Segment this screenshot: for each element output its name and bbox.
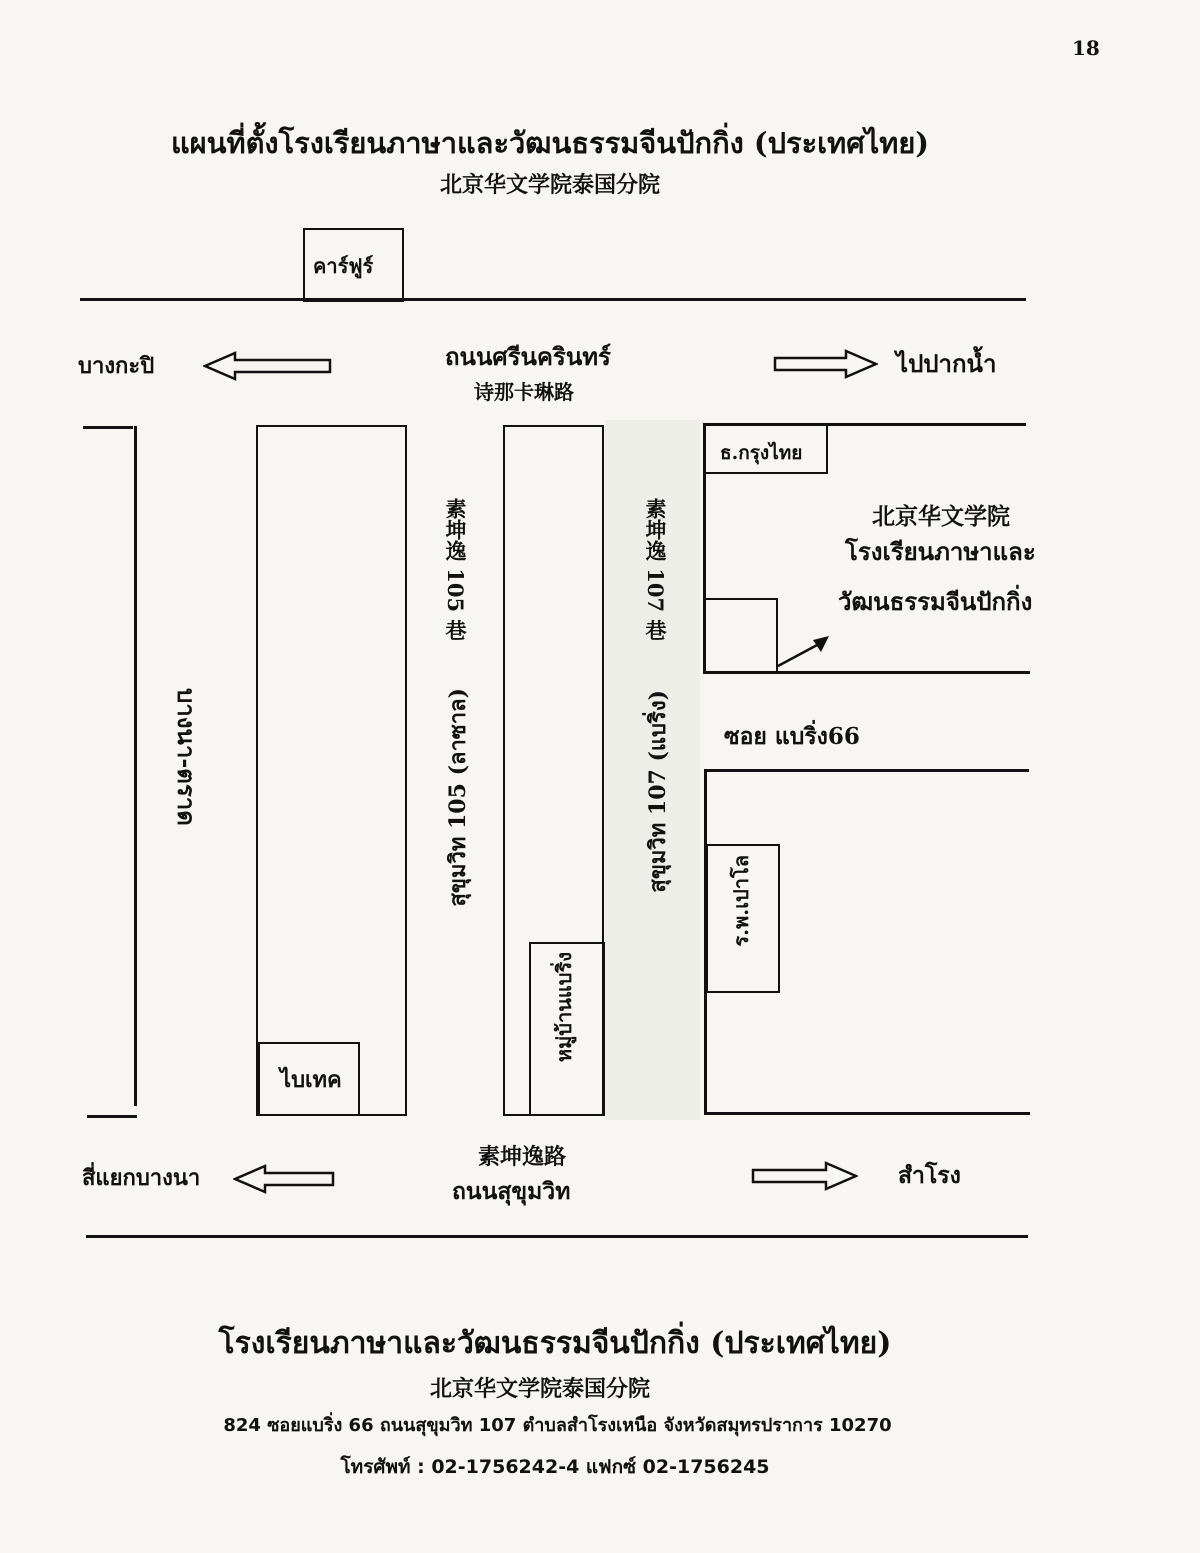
north-road-chinese: 诗那卡琳路 [474, 380, 574, 404]
se-block-bottom [704, 1112, 1030, 1115]
footer-chinese-name: 北京华文学院泰国分院 [429, 1376, 650, 1402]
samrong-label: สำโรง [898, 1162, 961, 1189]
school-thai-line1: โรงเรียนภาษาและ [845, 537, 1036, 566]
school-chinese-label: 北京华文学院 [872, 503, 1010, 530]
srinakarin-road-line [80, 298, 1026, 301]
arrow-pointer-icon [775, 628, 835, 670]
soi107-thai-label: สุขุมวิท 107 (แบริ่ง) [645, 690, 671, 893]
arrow-right-south-icon [751, 1160, 858, 1192]
bangkapi-label: บางกะปิ [78, 353, 155, 379]
south-road-thai: ถนนสุขุมวิท [452, 1178, 571, 1205]
south-road-chinese: 素坤逸路 [478, 1144, 567, 1170]
arrow-left-icon [203, 350, 333, 382]
block-west [256, 425, 407, 1116]
bangna-trat-road-line [134, 426, 137, 1106]
village-label: หมู่บ้านแบริ่ง [552, 952, 576, 1063]
sukhumvit-road-line [86, 1235, 1028, 1238]
soi105-chinese-label: 素坤逸 105 巷 [443, 498, 468, 641]
footer-phone: โทรศัพท์ : 02-1756242-4 แฟกซ์ 02-1756245 [340, 1456, 770, 1478]
footer-school-name: โรงเรียนภาษาและวัฒนธรรมจีนปักกิ่ง (ประเทศไทย) [218, 1326, 892, 1361]
footer-address: 824 ซอยแบริ่ง 66 ถนนสุขุมวิท 107 ตำบลสำโรงเหนือ จังหวัดสมุทรปราการ 10270 [223, 1415, 892, 1436]
school-thai-line2: วัฒนธรรมจีนปักกิ่ง [838, 587, 1033, 616]
page-number: 18 [1072, 36, 1100, 60]
hospital-label: ร.พ.เปาโล [729, 855, 753, 947]
north-road-thai: ถนนศรีนครินทร์ [445, 342, 611, 371]
krungthai-bank-label: ธ.กรุงไทย [720, 442, 803, 464]
bangna-trat-label: บางนา-ตราด [172, 688, 201, 826]
bangna-trat-top-tick [83, 426, 133, 429]
carrefour-label: คาร์ฟูร์ [313, 254, 374, 278]
arrow-right-icon [773, 348, 878, 380]
si-yaek-bangna-label: สี่แยกบางนา [82, 1165, 201, 1191]
soi107-chinese-label: 素坤逸 107 巷 [643, 498, 668, 641]
biotech-label: ไบเทค [280, 1067, 342, 1093]
page-title: แผนที่ตั้งโรงเรียนภาษาและวัฒนธรรมจีนปักกิ่ง (ประเทศไทย) [170, 126, 930, 160]
se-block-top [704, 769, 1029, 772]
arrow-left-south-icon [233, 1163, 336, 1195]
soi105-thai-label: สุขุมวิท 105 (ลาซาล) [445, 688, 471, 907]
soi-bearing66-label: ซอย แบริ่ง66 [724, 723, 860, 750]
bangna-trat-bottom-tick [87, 1115, 137, 1118]
page-subtitle: 北京华文学院泰国分院 [439, 172, 660, 198]
school-building-box [703, 598, 778, 674]
paknam-label: ไปปากน้ำ [896, 349, 997, 378]
